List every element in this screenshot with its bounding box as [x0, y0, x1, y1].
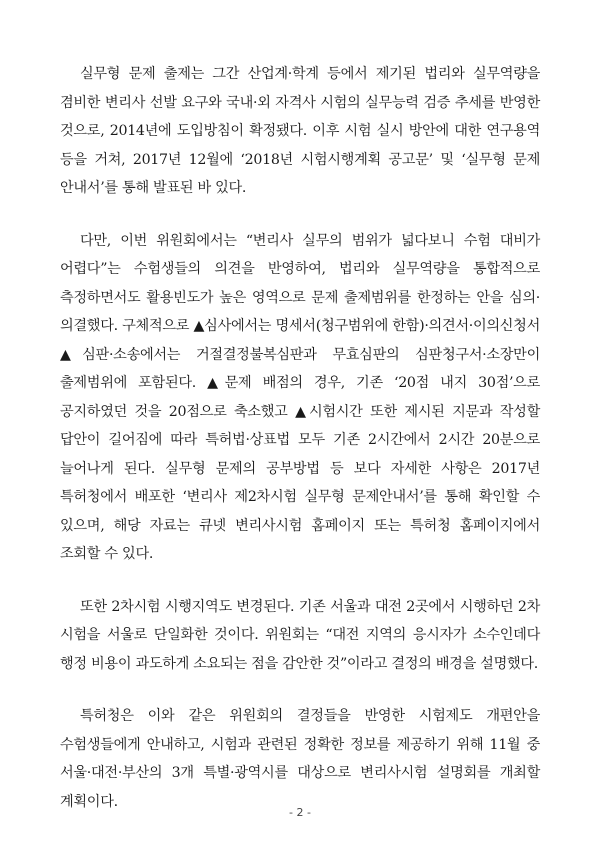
paragraph-exam-scope-changes: 다만, 이번 위원회에서는 “변리사 실무의 범위가 넓다보니 수험 대비가 어렵다”는 수험생들의 의견을 반영하여, 법리와 실무역량을 통합적으로 측정하면서도 활용빈도가 높은 영역으로 문제 출제범위를 한정하는 안을 심의·의결했다. 구체적으로 ▲심사에서는 명세서(청구범위에 한함)·의견서·이의신청서 ▲심판·소송에서는 거절결정불복심판과 무효심판의 심판청구서·소장만이 출제범위에 포함된다. ▲문제 배점의 경우, 기존 ‘20점 내지 30점’으로 공지하였던 것을 20점으로 축소했고 ▲시험시간 또한 제시된 지문과 작성할 답안이 길어짐에 따라 특허법·상표법 모두 기존 2시간에서 2시간 20분으로 늘어나게 된다. 실무형 문제의 공부방법 등 보다 자세한 사항은 2017년 특허청에서 배포한 ‘변리사 제2차시험 실무형 문제안내서’를 통해 확인할 수 있으며, 해당 자료는 큐넷 변리사시험 홈페이지 또는 특허청 홈페이지에서 조회할 수 있다.: [60, 232, 540, 562]
paragraph-briefing-plan: 특허청은 이와 같은 위원회의 결정들을 반영한 시험제도 개편안을 수험생들에게 안내하고, 시험과 관련된 정확한 정보를 제공하기 위해 11월 중 서울·대전·부산의 3개 특별·광역시를 대상으로 변리사시험 설명회를 개최할 계획이다.: [60, 708, 540, 810]
paragraph-exam-location-change: 또한 2차시험 시행지역도 변경된다. 기존 서울과 대전 2곳에서 시행하던 2차 시험을 서울로 단일화한 것이다. 위원회는 “대전 지역의 응시자가 소수인데다 행정 비용이 과도하게 소요되는 점을 감안한 것”이라고 결정의 배경을 설명했다.: [60, 598, 540, 672]
paragraph-practical-exam-background: 실무형 문제 출제는 그간 산업계·학계 등에서 제기된 법리와 실무역량을 겸비한 변리사 선발 요구와 국내·외 자격사 시험의 실무능력 검증 추세를 반영한 것으로, 2014년에 도입방침이 확정됐다. 이후 시험 실시 방안에 대한 연구용역 등을 거쳐, 2017년 12월에 ‘2018년 시험시행계획 공고문’ 및 ‘실무형 문제 안내서’를 통해 발표된 바 있다.: [60, 66, 540, 196]
page-number: - 2 -: [289, 806, 311, 819]
